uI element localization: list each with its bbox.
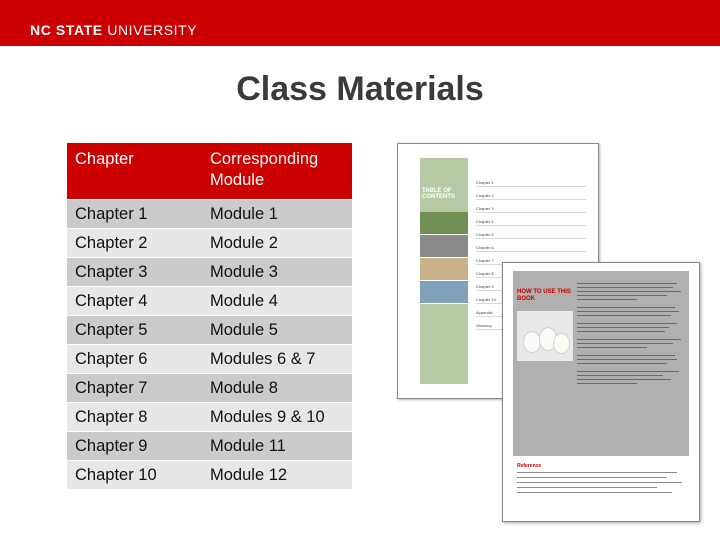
table-header-row — [67, 143, 352, 200]
cell-module: Modules 9 & 10 — [202, 403, 352, 432]
text-line — [577, 367, 578, 368]
text-line — [577, 315, 671, 316]
toc-entry-label: Chapter 9 — [476, 284, 494, 289]
text-line — [577, 287, 673, 288]
cell-chapter: Chapter 9 — [67, 432, 202, 461]
text-line — [577, 311, 679, 312]
text-line — [577, 343, 673, 344]
cell-chapter: Chapter 4 — [67, 287, 202, 316]
cell-chapter: Chapter 3 — [67, 258, 202, 287]
header-chapter: Chapter — [67, 143, 202, 200]
reference-heading: Reference — [517, 463, 542, 469]
egg-shape — [553, 333, 570, 354]
cell-chapter: Chapter 7 — [67, 374, 202, 403]
toc-entry-label: Chapter 5 — [476, 232, 494, 237]
slide-title: Class Materials — [236, 70, 484, 108]
table-row — [67, 258, 352, 287]
toc-entry-label: Chapter 10 — [476, 297, 496, 302]
text-line — [577, 331, 665, 332]
text-line — [577, 299, 637, 300]
cell-module: Module 11 — [202, 432, 352, 461]
table-row — [67, 229, 352, 258]
toc-entry — [476, 245, 586, 252]
text-line — [577, 283, 677, 284]
text-line — [577, 379, 671, 380]
toc-entry-label: Chapter 6 — [476, 245, 494, 250]
toc-entry — [476, 232, 586, 239]
table-row — [67, 403, 352, 432]
text-line — [577, 327, 669, 328]
table-row — [67, 432, 352, 461]
chapter-module-table — [67, 143, 352, 490]
toc-entry — [476, 219, 586, 226]
text-line — [577, 359, 677, 360]
brand-light: UNIVERSITY — [107, 22, 198, 38]
toc-entry — [476, 180, 586, 187]
university-logo — [30, 22, 197, 38]
cell-module: Module 1 — [202, 200, 352, 229]
cell-module: Module 4 — [202, 287, 352, 316]
reference-line — [517, 492, 672, 493]
cell-chapter: Chapter 5 — [67, 316, 202, 345]
reference-block — [517, 463, 687, 497]
how-to-use-heading: HOW TO USE THIS BOOK — [517, 289, 571, 302]
reference-line — [517, 477, 667, 478]
table-row — [67, 287, 352, 316]
cell-chapter: Chapter 6 — [67, 345, 202, 374]
cell-chapter: Chapter 8 — [67, 403, 202, 432]
reference-line — [517, 487, 657, 488]
table-row — [67, 374, 352, 403]
text-line — [577, 291, 681, 292]
header-module: Corresponding Module — [202, 143, 352, 200]
text-line — [577, 307, 675, 308]
text-line — [577, 347, 647, 348]
toc-entry-label: Chapter 7 — [476, 258, 494, 263]
text-line — [577, 371, 679, 372]
text-line — [577, 295, 667, 296]
toc-heading: TABLE OF CONTENTS — [422, 188, 455, 200]
toc-photo-1 — [420, 212, 468, 235]
top-banner — [0, 0, 720, 46]
text-line — [577, 323, 677, 324]
toc-entry-label: Appendix — [476, 310, 493, 315]
cell-chapter: Chapter 2 — [67, 229, 202, 258]
text-line — [577, 335, 578, 336]
toc-entry-label: Chapter 2 — [476, 193, 494, 198]
brand-bold: NC STATE — [30, 22, 103, 38]
text-line — [577, 351, 578, 352]
text-line — [577, 383, 637, 384]
cell-chapter: Chapter 10 — [67, 461, 202, 490]
how-to-use-text — [577, 283, 683, 387]
eggs-photo — [517, 311, 573, 361]
toc-entry-label: Chapter 8 — [476, 271, 494, 276]
reference-line — [517, 482, 682, 483]
cell-module: Module 5 — [202, 316, 352, 345]
cell-chapter: Chapter 1 — [67, 200, 202, 229]
text-line — [577, 303, 578, 304]
toc-photo-3 — [420, 258, 468, 281]
cell-module: Module 12 — [202, 461, 352, 490]
toc-photo-4 — [420, 281, 468, 304]
toc-entry-label: Glossary — [476, 323, 492, 328]
toc-entry-label: Chapter 1 — [476, 180, 494, 185]
cell-module: Module 3 — [202, 258, 352, 287]
reference-line — [517, 472, 677, 473]
how-to-use-panel — [513, 271, 689, 456]
table-row — [67, 345, 352, 374]
cell-module: Module 8 — [202, 374, 352, 403]
book-how-to-use-page-image — [502, 262, 700, 522]
toc-entry-label: Chapter 4 — [476, 219, 494, 224]
toc-entry-label: Chapter 3 — [476, 206, 494, 211]
text-line — [577, 319, 578, 320]
text-line — [577, 363, 667, 364]
text-line — [577, 355, 675, 356]
cell-module: Modules 6 & 7 — [202, 345, 352, 374]
table-row — [67, 200, 352, 229]
toc-entry — [476, 193, 586, 200]
text-line — [577, 375, 663, 376]
text-line — [577, 339, 681, 340]
table-row — [67, 316, 352, 345]
table-row — [67, 461, 352, 490]
cell-module: Module 2 — [202, 229, 352, 258]
toc-entry — [476, 206, 586, 213]
toc-photo-2 — [420, 235, 468, 258]
